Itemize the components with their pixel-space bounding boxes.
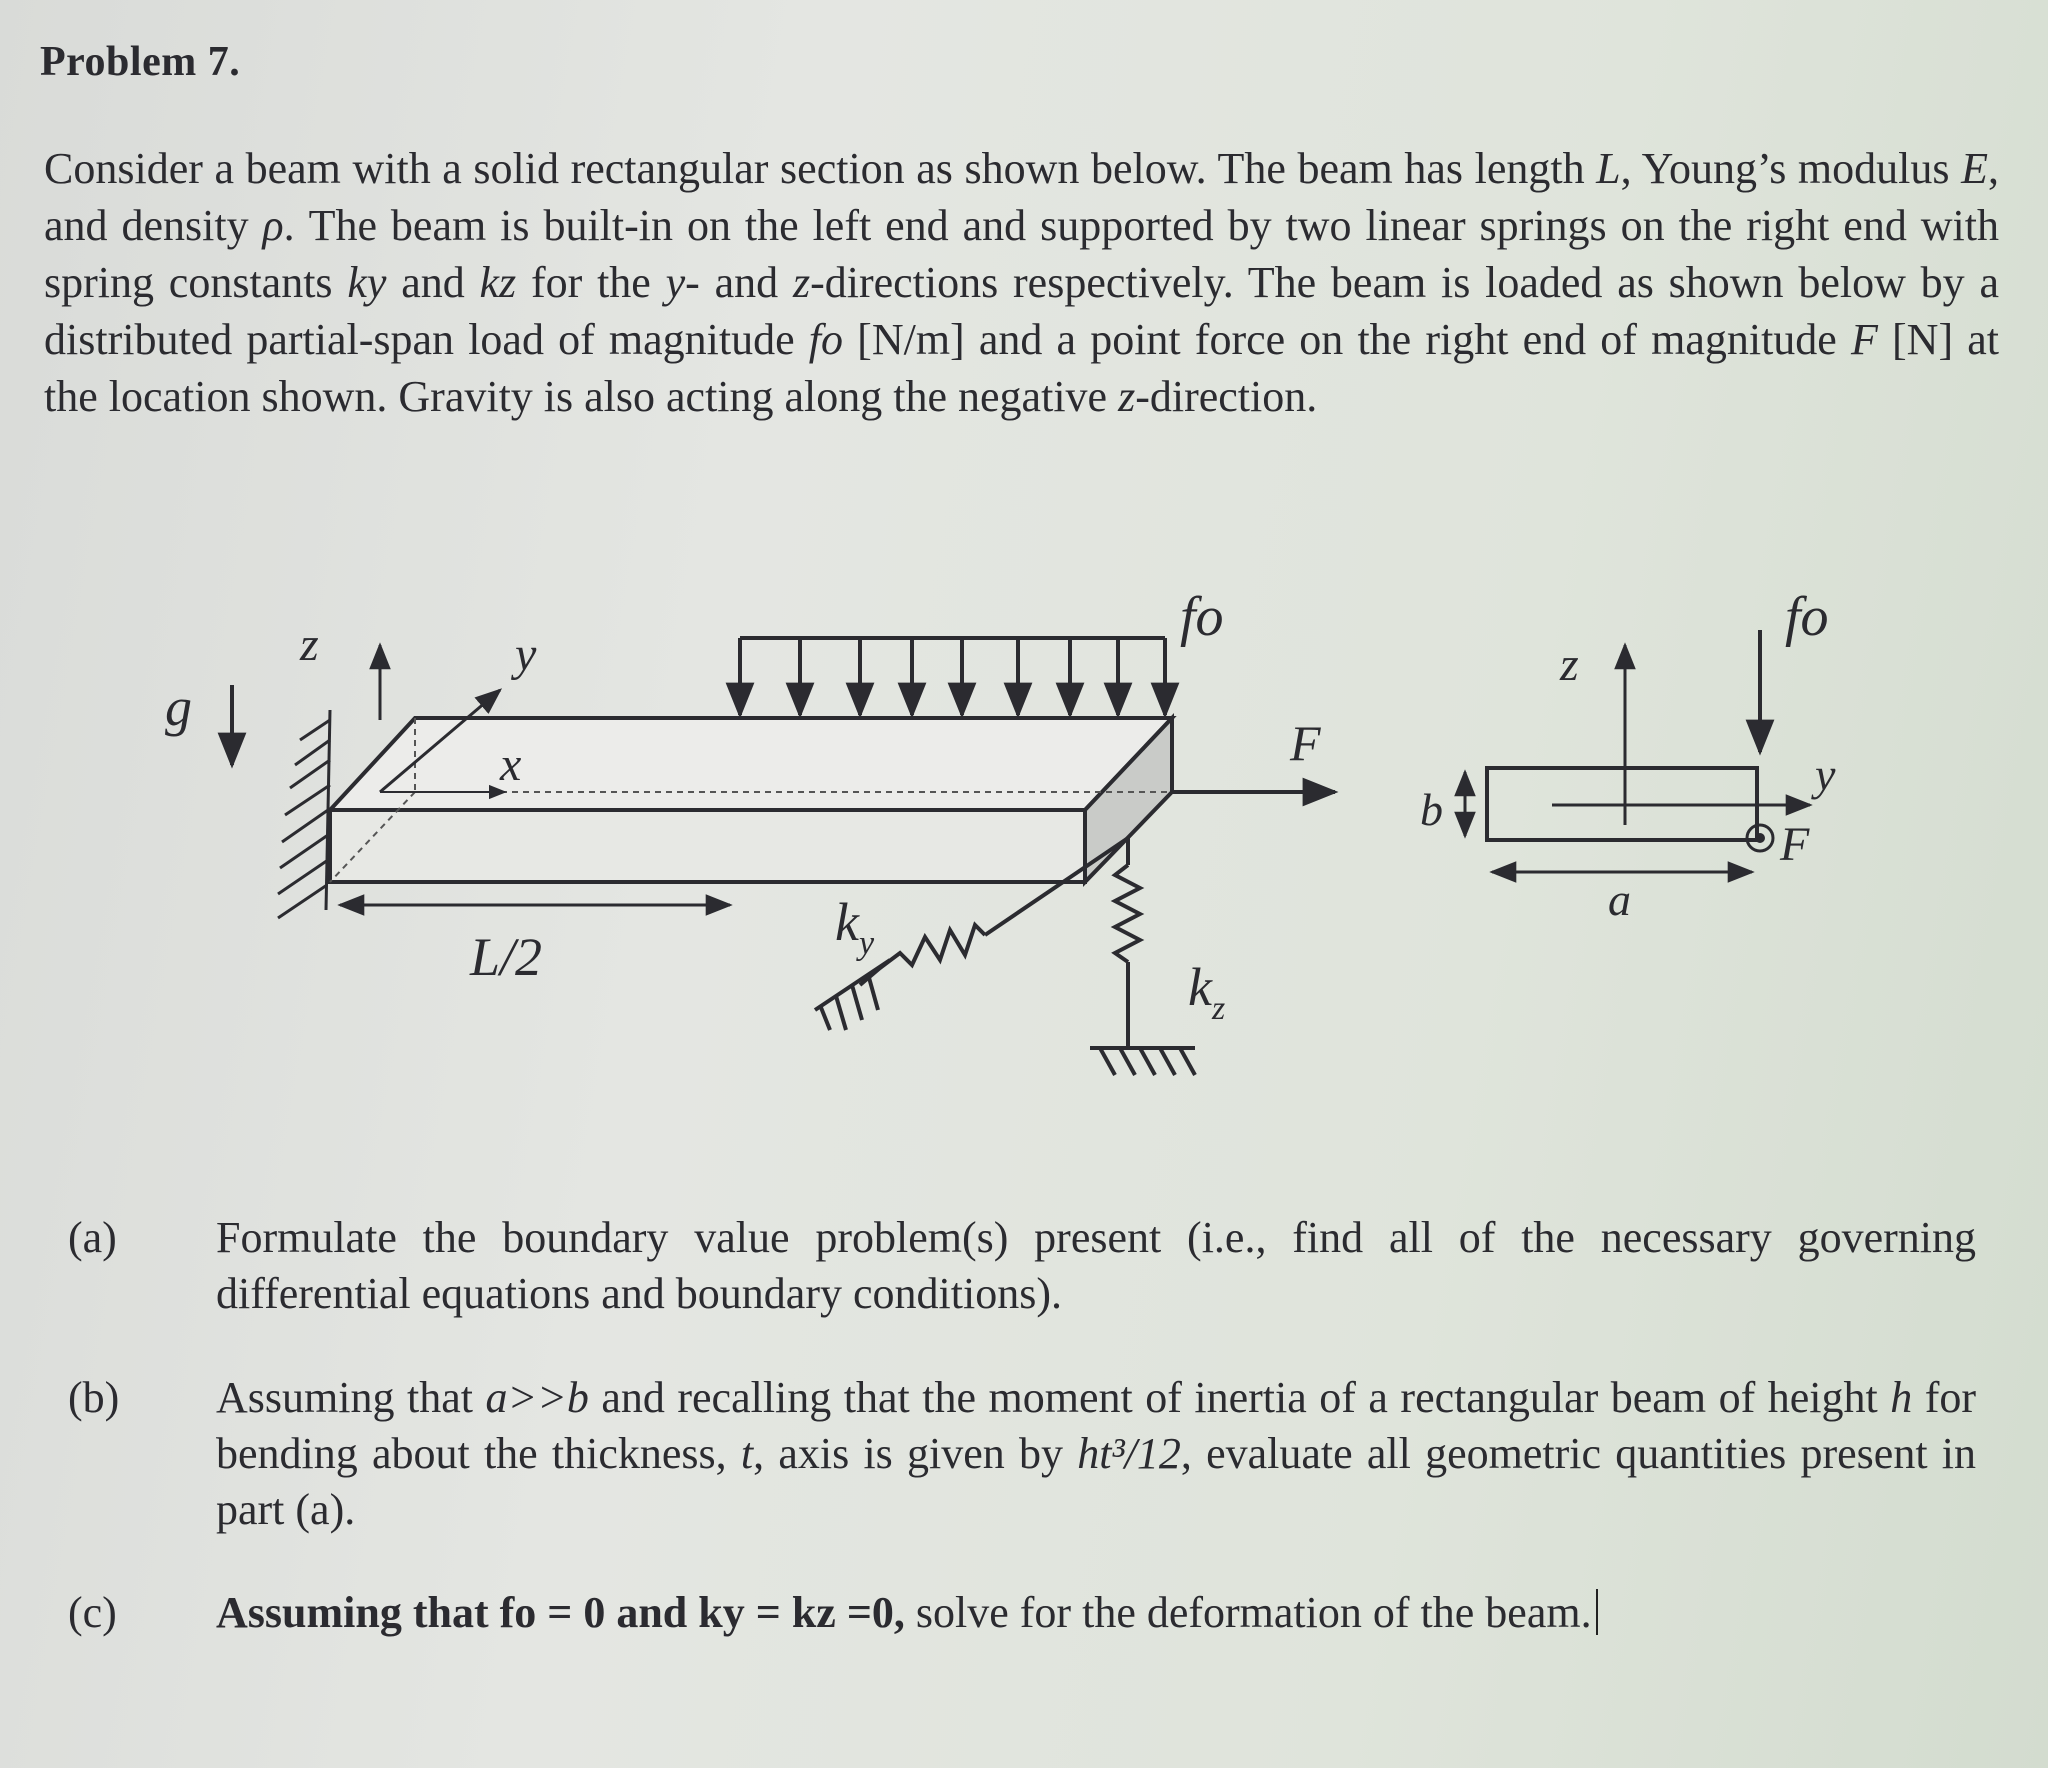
beam-front-face <box>330 810 1085 882</box>
section-y-label: y <box>1815 749 1836 800</box>
symbol-y: y <box>665 258 686 307</box>
statement-text: Consider a beam with a solid rectangular section as shown below. The beam has length <box>44 144 1597 193</box>
statement-text: . The beam is built-in on the left end and supported by two linear springs on the right end with spring constants <box>44 201 1999 307</box>
distributed-load <box>740 638 1165 715</box>
symbol-f0: fo <box>808 315 844 364</box>
z-axis-label: z <box>300 618 319 671</box>
statement-text: -direction. <box>1135 372 1318 421</box>
part-a-label: (a) <box>68 1213 117 1262</box>
beam-top-face <box>330 718 1172 810</box>
statement-text: - and <box>685 258 793 307</box>
part-a-text: Formulate the boundary value problem(s) present (i.e., find all of the necessary governing differential equations and boundary conditions). <box>216 1213 1976 1318</box>
beam-diagram <box>0 560 2048 1160</box>
cross-section <box>1420 586 1836 925</box>
section-b-label: b <box>1420 784 1443 835</box>
gravity-label: g <box>165 677 192 737</box>
section-z-label: z <box>1560 638 1579 691</box>
statement-text: [N] at the location shown. Gravity is also acting along the negative <box>44 315 2000 421</box>
symbol-rho: ρ <box>262 201 284 250</box>
part-b-text: Assuming that a>>b and recalling that the moment of inertia of a rectangular beam of height h for bending about the thickness, t, axis is given by ht³/12, evaluate all geometric quantities present in part (a). <box>216 1373 1977 1534</box>
section-a-label: a <box>1608 874 1631 925</box>
symbol-L: L <box>1596 144 1621 193</box>
section-force-dot <box>1755 833 1765 843</box>
part-c-text: Assuming that fo = 0 and ky = kz =0, solve for the deformation of the beam. <box>216 1585 1976 1641</box>
section-force-label: F <box>1780 818 1810 871</box>
symbol-E: E <box>1961 144 1988 193</box>
symbol-kz: kz <box>479 258 517 307</box>
statement-text: for the <box>516 258 666 307</box>
part-b-label: (b) <box>68 1373 120 1422</box>
spring-ky-label: $k_y$ <box>835 892 875 962</box>
symbol-F: F <box>1850 315 1878 364</box>
statement-text: , Young’s modulus <box>1620 144 1962 193</box>
problem-statement <box>44 140 1999 425</box>
statement-text: [N/m] and a point force on the right end of magnitude <box>843 315 1851 364</box>
text-cursor <box>1596 1589 1598 1635</box>
x-axis-label: x <box>500 738 522 791</box>
section-f0-label: fo <box>1785 586 1829 648</box>
statement-text: -directions respectively. The beam is loaded as shown below by a distributed partial-span load of magnitude <box>44 258 1999 364</box>
spring-kz-label: $k_z$ <box>1188 957 1226 1027</box>
statement-text: , and density <box>44 144 1999 250</box>
load-label-f0: fo <box>1180 586 1224 648</box>
symbol-z: z <box>1118 372 1136 421</box>
statement-text: and <box>386 258 480 307</box>
y-axis-label: y <box>515 628 537 681</box>
half-length-label: L/2 <box>470 927 543 987</box>
fixed-wall <box>278 710 330 918</box>
problem-title: Problem 7. <box>40 39 241 85</box>
spring-kz <box>1090 838 1195 1075</box>
symbol-ky: ky <box>347 258 387 307</box>
symbol-z: z <box>792 258 811 307</box>
part-c-label: (c) <box>68 1588 117 1637</box>
force-label: F <box>1290 715 1321 771</box>
